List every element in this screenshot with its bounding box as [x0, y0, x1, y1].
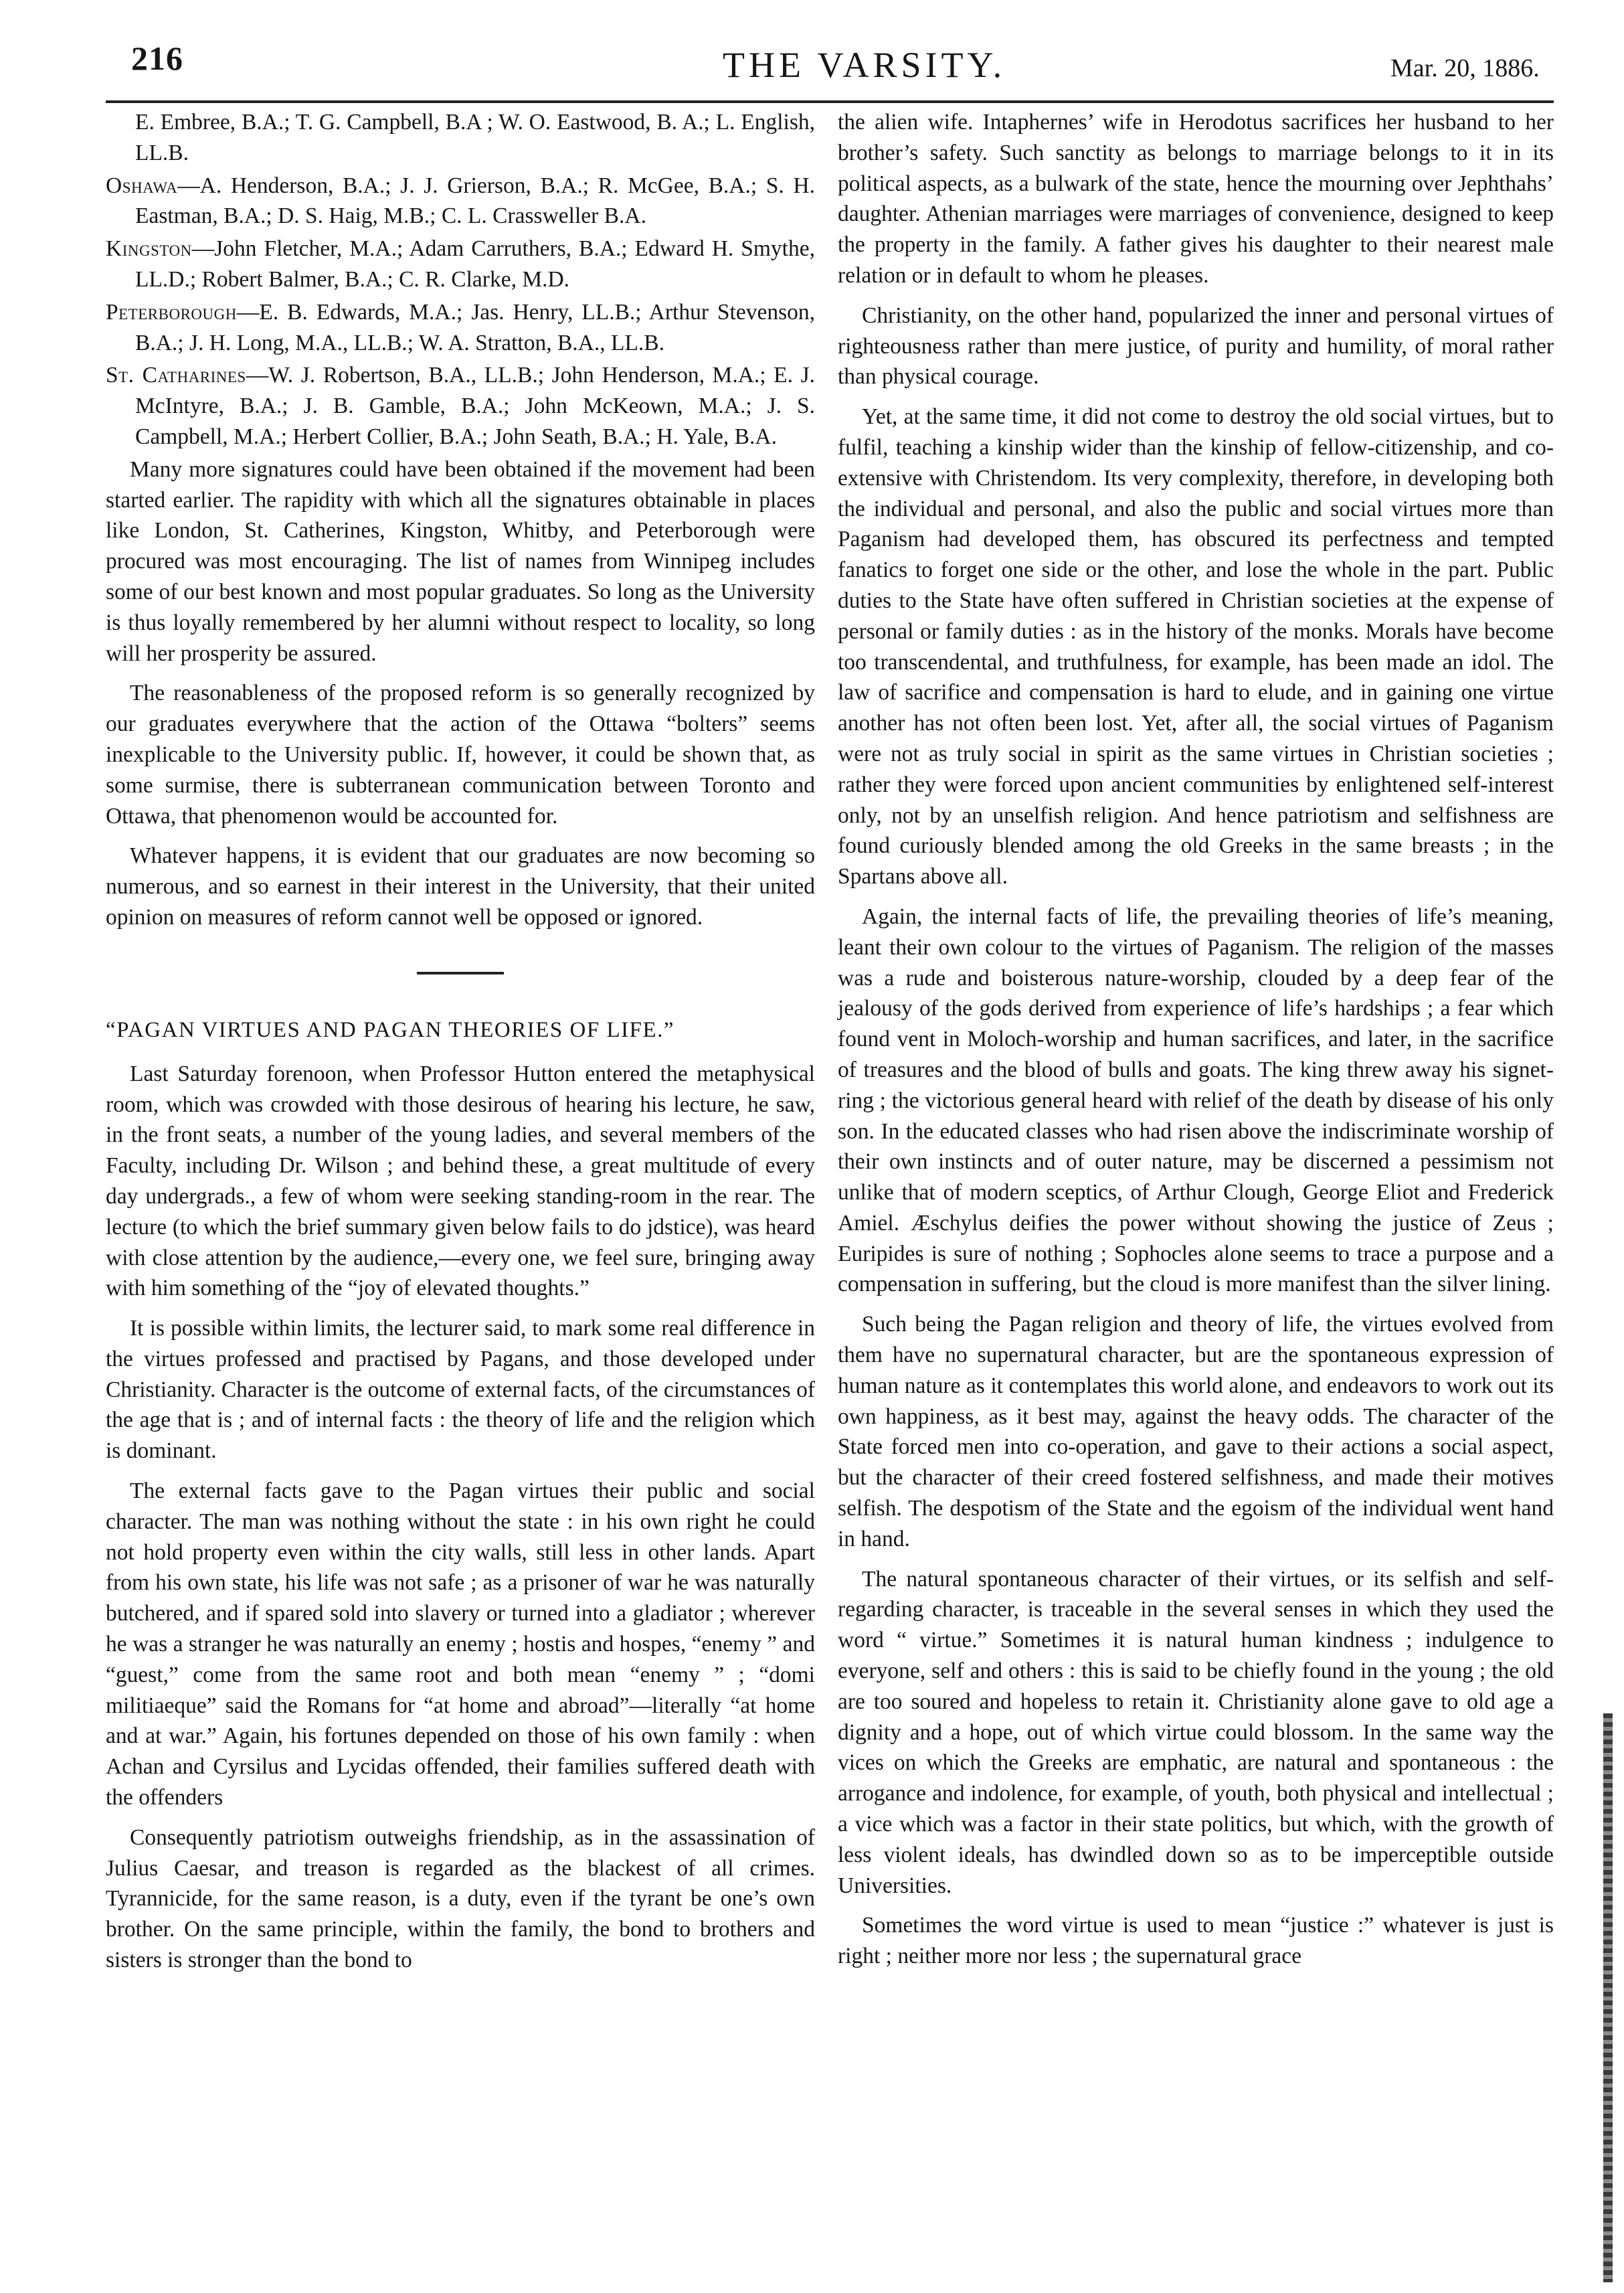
- article-paragraph: Yet, at the same time, it did not come to destroy the old social virtues, but to fulfil, teaching a kinship wider than the kinship of fellow-citizenship, and co-extensive with Christendom. Its very complexity, therefore, in developing both the individual and personal, and also the public and social virtues more than Paganism had developed them, has obscured its perfectness and tempted fanatics to forget one side or the other, and lose the whole in the part. Public duties to the State have often suffered in Christian societies at the expense of personal or family duties : as in the history of the monks. Morals have become too transcendental, and truthfulness, for example, has been made an idol. The law of sacrifice and compensation is hard to elude, and in gaining one virtue another has not often been lost. Yet, after all, the social virtues of Paganism were not as truly social in spirit as the same virtues in Christian societies ; rather they were forced upon ancient communities by enlightened self-interest only, not by an unselfish religion. And hence patriotism and selfishness are found curiously blended among the old Greeks in the same breasts ; in the Spartans above all.: [838, 404, 1554, 889]
- signature-names: —A. Henderson, B.A.; J. J. Grierson, B.A.; R. McGee, B.A.; S. H. Eastman, B.A.; D. S. Haig, M.B.; C. L. Crassweller B.A.: [135, 173, 815, 229]
- signature-names: —John Fletcher, M.A.; Adam Carruthers, B.A.; Edward H. Smythe, LL.D.; Robert Balmer, B.A.; C. R. Clarke, M.D.: [135, 236, 815, 292]
- article-paragraph: It is possible within limits, the lecturer said, to mark some real difference in the virtues professed and practised by Pagans, and those developed under Christianity. Character is the outcome of external facts, of the circumstances of the age that is ; and of internal facts : the theory of life and the religion which is dominant.: [106, 1316, 815, 1464]
- header-rule: [106, 100, 1554, 103]
- section-divider: [417, 972, 504, 974]
- left-column: [106, 107, 815, 1985]
- article-title: “PAGAN VIRTUES AND PAGAN THEORIES OF LIFE.”: [106, 1017, 675, 1042]
- article-paragraph: Sometimes the word virtue is used to mean “justice :” whatever is just is right ; neither more nor less ; the supernatural grace: [838, 1913, 1554, 1969]
- signature-place: St. Catharines: [106, 363, 246, 388]
- signature-names: —W. J. Robertson, B.A., LL.B.; John Henderson, M.A.; E. J. McIntyre, B.A.; J. B. Gamble, B.A.; John McKeown, M.A.; J. S. Campbell, M.A.; Herbert Collier, B.A.; John Seath, B.A.; H. Yale, B.A.: [135, 363, 815, 449]
- page-number: 216: [131, 39, 183, 77]
- signature-entry: [106, 171, 815, 232]
- signature-entry: [106, 107, 815, 169]
- paragraph: The reasonableness of the proposed reform is so generally recognized by our graduates everywhere that the action of the Ottawa “bolters” seems inexplicable to the University public. If, however, it could be shown that, as some surmise, there is subterranean communication between Toronto and Ottawa, that phenomenon would be accounted for.: [106, 681, 815, 829]
- page-header: [0, 0, 1624, 107]
- article-paragraph: Christianity, on the other hand, popularized the inner and personal virtues of righteousness rather than mere justice, of purity and humility, of moral rather than physical courage.: [838, 303, 1554, 390]
- signature-lists: [106, 107, 815, 452]
- issue-date: Mar. 20, 1886.: [1390, 54, 1540, 82]
- signature-entry: [106, 360, 815, 452]
- masthead-title: THE VARSITY.: [723, 45, 1006, 85]
- article-paragraph: Again, the internal facts of life, the prevailing theories of life’s meaning, leant their own colour to the virtues of Paganism. The religion of the masses was a rude and boisterous nature-worship, clouded by a deep fear of the jealousy of the gods derived from experience of life’s hardships ; a fear which found vent in Moloch-worship and human sacrifices, and later, in the sacrifice of treasures and the blood of bulls and goats. The king threw away his signet-ring ; the victorious general heard with relief of the death by disease of his only son. In the educated classes who had risen above the indiscriminate worship of their own instincts and of outer nature, may be discerned a pessimism not unlike that of modern sceptics, of Arthur Clough, George Eliot and Frederick Amiel. Æschylus deifies the power without showing the justice of Zeus ; Euripides is sure of nothing ; Sophocles alone seems to trace a purpose and a compensation in suffering, but the cloud is more manifest than the silver lining.: [838, 904, 1554, 1297]
- signature-entry: [106, 297, 815, 359]
- article-paragraph: Consequently patriotism outweighs friendship, as in the assassination of Julius Caesar, and treason is regarded as the blackest of all crimes. Tyrannicide, for the same reason, is a duty, even if the tyrant be one’s own brother. On the same principle, within the family, the bond to brothers and sisters is stronger than the bond to: [106, 1824, 815, 1973]
- article-paragraph: the alien wife. Intaphernes’ wife in Herodotus sacrifices her husband to her brother’s safety. Such sanctity as belongs to marriage belongs to it in its political aspects, as a bulwark of the state, hence the mourning over Jephthahs’ daughter. Athenian marriages were marriages of convenience, designed to keep the property in the family. A father gives his daughter to their nearest male relation or in default to whom he pleases.: [838, 110, 1554, 288]
- paragraph: Many more signatures could have been obtained if the movement had been started earlier. The rapidity with which all the signatures obtainable in places like London, St. Catherines, Kingston, Whitby, and Peterborough were procured was most encouraging. The list of names from Winnipeg includes some of our best known and most popular graduates. So long as the University is thus loyally remembered by her alumni without respect to locality, so long will her prosperity be assured.: [106, 456, 815, 666]
- paragraph: Whatever happens, it is evident that our graduates are now becoming so numerous, and so earnest in their interest in the University, that their united opinion on measures of reform cannot well be opposed or ignored.: [106, 843, 815, 930]
- signature-place: Oshawa: [106, 173, 178, 198]
- signature-names: E. Embree, B.A.; T. G. Campbell, B.A ; W. O. Eastwood, B. A.; L. English, LL.B.: [135, 110, 815, 165]
- binding-edge: [1603, 1713, 1613, 2282]
- signature-place: Peterborough: [106, 299, 237, 325]
- article-paragraph: The natural spontaneous character of their virtues, or its selfish and self-regarding character, is traceable in the several senses in which they used the word “ virtue.” Sometimes it is natural human kindness ; indulgence to everyone, self and others : this is said to be chiefly found in the young ; the old are too soured and hopeless to retain it. Christianity alone gave to old age a dignity and a hope, out of which virtue could blossom. In the same way the vices on which the Greeks are emphatic, are natural and spontaneous : the arrogance and indolence, for example, of youth, both physical and intellectual ; a vice which was a factor in their state politics, but which, with the growth of less violent ideals, has dwindled down so as to be imperceptible outside Universities.: [838, 1566, 1554, 1898]
- signature-entry: [106, 234, 815, 295]
- signature-names: —E. B. Edwards, M.A.; Jas. Henry, LL.B.; Arthur Stevenson, B.A.; J. H. Long, M.A., LL.B.; W. A. Stratton, B.A., LL.B.: [135, 299, 815, 355]
- signature-place: Kingston: [106, 236, 192, 262]
- article-paragraph: Last Saturday forenoon, when Professor Hutton entered the metaphysical room, which was crowded with those desirous of hearing his lecture, he saw, in the front seats, a number of the young ladies, and several members of the Faculty, including Dr. Wilson ; and behind these, a great multitude of every day undergrads., a few of whom were seeking standing-room in the rear. The lecture (to which the brief summary given below fails to do jdstice), was heard with close attention by the audience,—every one, we feel sure, bringing away with him something of the “joy of elevated thoughts.”: [106, 1061, 815, 1301]
- article-paragraph: The external facts gave to the Pagan virtues their public and social character. The man was nothing without the state : in his own right he could not hold property even within the city walls, still less in other lands. Apart from his own state, his life was not safe ; as a prisoner of war he was naturally butchered, and if spared sold into slavery or turned into a gladiator ; wherever he was a stranger he was naturally an enemy ; hostis and hospes, “enemy ” and “guest,” come from the same root and both mean “enemy ” ; “domi militiaeque” said the Romans for “at home and abroad”—literally “at home and at war.” Again, his fortunes depended on those of his own family : when Achan and Cyrsilus and Lycidas offended, their families suffered death with the offenders: [106, 1478, 815, 1810]
- right-column: [838, 107, 1554, 1981]
- article-paragraph: Such being the Pagan religion and theory of life, the virtues evolved from them have no supernatural character, but are the spontaneous expression of human nature as it contemplates this world alone, and endeavors to work out its own happiness, as it best may, against the heavy odds. The character of the State forced men into co-operation, and gave to their actions a social aspect, but the character of their creed fostered selfishness, and made their motives selfish. The despotism of the State and the egoism of the individual went hand in hand.: [838, 1312, 1554, 1551]
